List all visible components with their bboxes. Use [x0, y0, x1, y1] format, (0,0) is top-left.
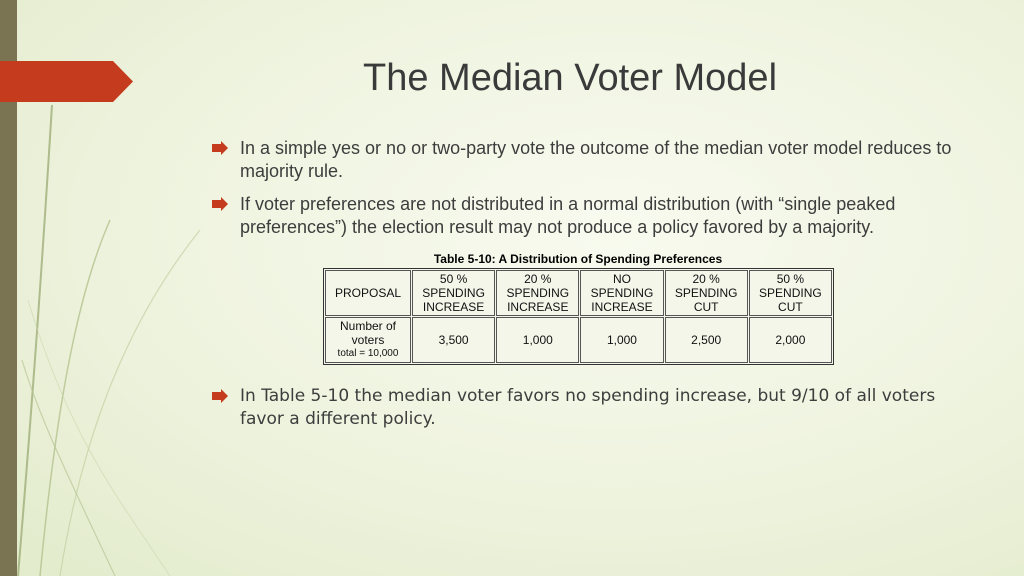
column-header-line: SPENDING: [759, 286, 822, 300]
bullet-item: [212, 193, 952, 239]
table-row: [325, 317, 832, 363]
arrow-bullet-icon: [212, 141, 228, 155]
column-header-line: CUT: [778, 300, 803, 314]
column-header-line: INCREASE: [422, 300, 485, 314]
table-cell: 2,000: [749, 317, 832, 363]
arrow-bullet-icon: [212, 389, 228, 403]
column-header-line: INCREASE: [507, 300, 569, 314]
column-header-line: INCREASE: [591, 300, 653, 314]
column-header-line: SPENDING: [506, 286, 570, 300]
bullet-item: [212, 385, 952, 431]
table-row: [325, 270, 832, 316]
bullet-item: [212, 137, 952, 183]
spending-preferences-table: [323, 268, 834, 365]
column-header: [749, 270, 832, 316]
bullet-text: If voter preferences are not distributed in a normal distribution (with “single peaked preferences”) the election result may not produce a policy favored by a majority.: [240, 194, 896, 237]
row-header-label: Number of voters: [339, 319, 397, 347]
row-header: PROPOSAL: [325, 270, 411, 316]
table-cell: 1,000: [580, 317, 663, 363]
slide-title: The Median Voter Model: [363, 57, 778, 99]
column-header-line: NO: [612, 272, 631, 286]
column-header-line: SPENDING: [422, 286, 485, 300]
table-caption: Table 5-10: A Distribution of Spending Preferences: [433, 252, 723, 266]
column-header: [412, 270, 495, 316]
column-header: [496, 270, 579, 316]
row-header-note: total = 10,000: [337, 348, 399, 359]
column-header-line: 20 %: [524, 272, 552, 286]
table-cell: 2,500: [665, 317, 748, 363]
column-header-line: SPENDING: [674, 286, 738, 300]
arrow-bullet-icon: [212, 197, 228, 211]
column-header-line: SPENDING: [590, 286, 654, 300]
table-cell: 1,000: [496, 317, 579, 363]
bullet-text: In a simple yes or no or two-party vote the outcome of the median voter model reduces to majority rule.: [240, 138, 952, 181]
bullet-text: In Table 5-10 the median voter favors no spending increase, but 9/10 of all voters favor a different policy.: [240, 386, 936, 429]
column-header-line: 20 %: [692, 272, 720, 286]
accent-arrow-tab: [0, 61, 133, 102]
column-header-line: 50 %: [439, 272, 468, 286]
column-header: [665, 270, 748, 316]
column-header-line: CUT: [693, 300, 719, 314]
column-header-line: 50 %: [776, 272, 805, 286]
column-header: [580, 270, 663, 316]
row-header: [325, 317, 411, 363]
table-cell: 3,500: [412, 317, 495, 363]
